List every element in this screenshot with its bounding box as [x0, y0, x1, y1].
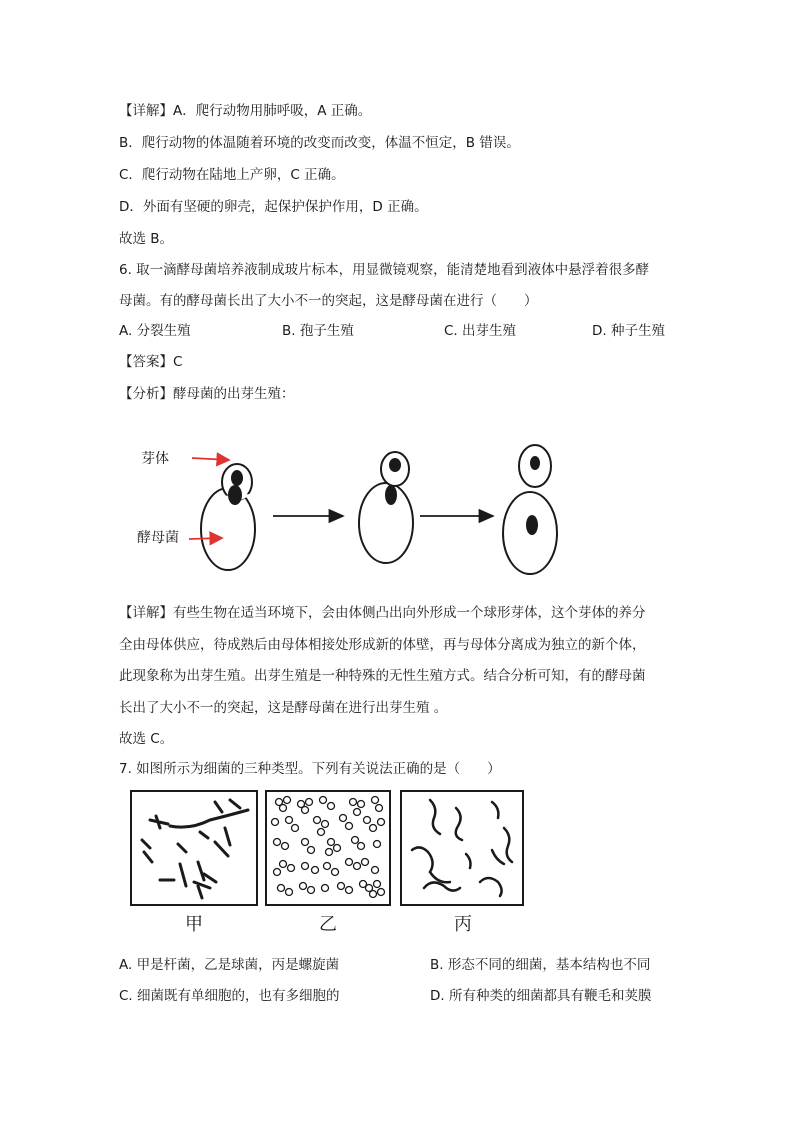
q6-option-c: C. 出芽生殖: [444, 323, 517, 339]
q6-answer: 【答案】C: [119, 354, 183, 370]
bacteria-panel-spirilla: [400, 790, 524, 906]
q7-stem: 7. 如图所示为细菌的三种类型。下列有关说法正确的是（ ）: [119, 761, 501, 777]
q5-detail-line-3: C．爬行动物在陆地上产卵，C 正确。: [119, 167, 345, 183]
q7-option-d: D. 所有种类的细菌都具有鞭毛和荚膜: [430, 988, 652, 1004]
q6-stem-line-2: 母菌。有的酵母菌长出了大小不一的突起，这是酵母菌在进行（ ）: [119, 293, 538, 309]
q5-detail-line-1: 【详解】A．爬行动物用肺呼吸，A 正确。: [119, 103, 372, 119]
q5-detail-line-2: B．爬行动物的体温随着环境的改变而改变，体温不恒定，B 错误。: [119, 135, 520, 151]
q6-option-d: D. 种子生殖: [592, 323, 665, 339]
budding-diagram: [175, 438, 635, 583]
yeast-cell-3: [503, 445, 557, 574]
q5-detail-line-4: D．外面有坚硬的卵壳，起保护保护作用，D 正确。: [119, 199, 428, 215]
panel-label-bing: 丙: [454, 914, 472, 935]
yeast-cell-1: [201, 464, 255, 570]
q6-option-a: A. 分裂生殖: [119, 323, 191, 339]
q6-detail-line-1: 【详解】有些生物在适当环境下，会由体侧凸出向外形成一个球形芽体，这个芽体的养分: [119, 605, 646, 621]
bud-pointer-arrow: [192, 458, 229, 460]
panel-label-jia: 甲: [185, 914, 203, 935]
q7-option-a: A. 甲是杆菌，乙是球菌，丙是螺旋菌: [119, 957, 340, 973]
q6-detail-line-3: 此现象称为出芽生殖。出芽生殖是一种特殊的无性生殖方式。结合分析可知，有的酵母菌: [119, 668, 646, 684]
q6-option-b: B. 孢子生殖: [282, 323, 354, 339]
bacteria-panel-cocci: [265, 790, 391, 906]
q6-detail-line-4: 长出了大小不一的突起，这是酵母菌在进行出芽生殖 。: [119, 700, 448, 716]
q6-stem-line-1: 6. 取一滴酵母菌培养液制成玻片标本，用显微镜观察，能清楚地看到液体中悬浮着很多酵: [119, 262, 650, 278]
bud-label: 芽体: [141, 451, 169, 467]
bacteria-panel-rods: [130, 790, 258, 906]
q7-option-c: C. 细菌既有单细胞的，也有多细胞的: [119, 988, 340, 1004]
q6-analysis: 【分析】酵母菌的出芽生殖：: [119, 386, 295, 402]
q6-choose: 故选 C。: [119, 731, 174, 747]
q5-choose: 故选 B。: [119, 231, 174, 247]
yeast-cell-2: [359, 452, 413, 563]
q6-detail-line-2: 全由母体供应，待成熟后由母体相接处形成新的体壁，再与母体分离成为独立的新个体，: [119, 637, 646, 653]
q7-option-b: B. 形态不同的细菌，基本结构也不同: [430, 957, 651, 973]
yeast-label: 酵母菌: [137, 530, 179, 546]
yeast-pointer-arrow: [189, 538, 222, 539]
panel-label-yi: 乙: [319, 914, 337, 935]
